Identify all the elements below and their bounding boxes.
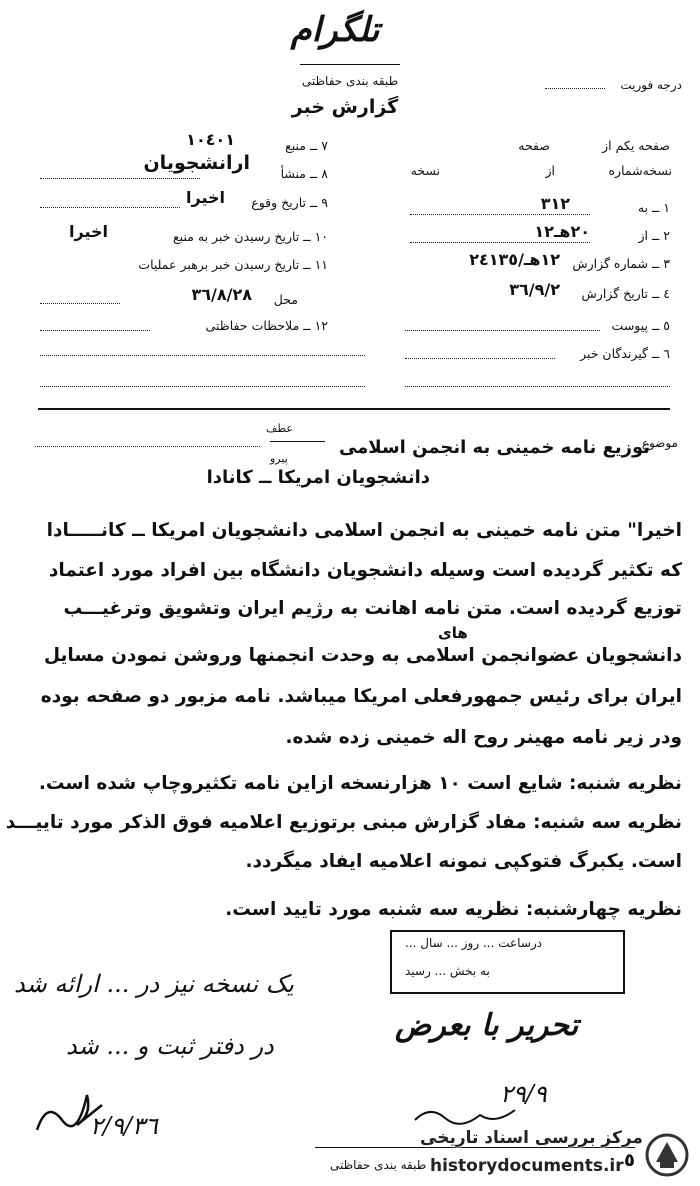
title-underline <box>300 64 400 65</box>
field-12-dots-3 <box>40 386 365 387</box>
subject-label: موضوع <box>641 436 678 450</box>
watermark-name: مرکز بررسی اسناد تاریخی <box>420 1128 643 1148</box>
page-label: صفحه یکم از <box>602 138 670 153</box>
handwritten-note-1: یک نسخه نیز در ... ارائه شد <box>14 970 294 998</box>
stamp-line-2: به بخش ... رسید <box>405 964 490 978</box>
field-1-value: ٣١٢ <box>540 194 570 213</box>
watermark-url: historydocuments.ir <box>430 1156 624 1176</box>
report-title: گزارش خبر <box>291 96 399 118</box>
field-4-label: ٤ ــ تاریخ گزارش <box>581 286 670 301</box>
field-4-value: ٣٦/٩/٢ <box>509 280 560 299</box>
field-8-dots <box>40 178 200 179</box>
field-6-label: ٦ ــ گیرندگان خبر <box>580 346 670 361</box>
signature-date: ٢٩/٩ <box>500 1080 547 1108</box>
field-1-dots <box>410 214 590 215</box>
field-10-value: اخیرا <box>69 222 108 241</box>
body-line-3: توزیع گردیده است. متن نامه اهانت به رژیم ایران وتشویق وترغیـــب <box>63 598 682 619</box>
body-line-9: است. یکبرگ فتوکپی نمونه اعلامیه ایفاد میگردد. <box>245 851 682 872</box>
followup-label: پیرو <box>270 452 288 465</box>
classification-header: طبقه بندی حفاظتی <box>301 74 399 88</box>
field-11-value: ٣٦/٨/٢٨ <box>191 285 252 304</box>
stamp-line-1: درساعت ... روز ... سال ... <box>405 936 543 950</box>
field-3-label: ٣ ــ شماره گزارش <box>572 256 670 271</box>
body-line-10: نظریه چهارشنبه: نظریه سه شنبه مورد تایید است. <box>225 899 682 920</box>
handwritten-signature <box>32 1080 112 1140</box>
field-6-dots-2 <box>405 386 670 387</box>
field-11-place-label: محل <box>273 292 298 307</box>
handwritten-note-3: ٢/٩/٣٦ <box>90 1112 158 1140</box>
field-10-label: ١٠ ــ تاریخ رسیدن خبر به منبع <box>173 229 328 244</box>
field-6-dots <box>405 358 555 359</box>
copy-suffix: نسخه <box>410 163 440 178</box>
field-12-dots <box>40 330 150 331</box>
field-8-label: ٨ ــ منشأ <box>280 166 328 181</box>
field-3-value: ١٢هـ/٢٤١٣٥ <box>469 250 560 269</box>
field-8-value: ارانشجویان <box>143 152 250 174</box>
field-12-dots-2 <box>40 355 365 356</box>
priority-dots <box>545 88 605 89</box>
body-line-4: دانشجویان عضوانجمن اسلامی به وحدت انجمنها وروشن نمودن مسایل <box>43 645 682 666</box>
field-9-value: اخیرا <box>186 188 225 207</box>
body-line-8: نظریه سه شنبه: مفاد گزارش مبنی برتوزیع اعلامیه فوق الذکر مورد تاییـــد <box>5 812 682 833</box>
body-line-2: که تکثیر گردیده است وسیله دانشجویان دانشگاه بین افراد مورد اعتماد <box>48 560 682 581</box>
field-2-label: ٢ ــ از <box>638 228 670 243</box>
footer-classification: طبقه بندی حفاظتی <box>330 1158 427 1172</box>
body-line-6: ودر زیر نامه مهینر روح اله خمینی زده شده. <box>285 727 682 748</box>
field-11-dots <box>40 303 120 304</box>
priority-label: درجه فوریت <box>620 78 682 92</box>
field-12-label: ١٢ ــ ملاحظات حفاظتی <box>205 318 328 333</box>
field-2-value: ٢٠هـ١٢ <box>534 222 590 241</box>
field-2-dots <box>410 242 590 243</box>
field-7-label: ٧ ــ منبع <box>285 138 328 153</box>
signature-scribble <box>410 1100 520 1130</box>
handwritten-stamp-note: تحریر با بعرض <box>395 1008 579 1043</box>
field-9-dots <box>40 207 180 208</box>
archive-logo-icon <box>642 1132 692 1178</box>
body-line-5: ایران برای رئیس جمهورفعلی امریکا میباشد. نامه مزبور دو صفحه بوده <box>40 686 682 707</box>
body-insert: های <box>438 624 468 642</box>
handwritten-note-2: در دفتر ثبت و ... شد <box>66 1032 274 1060</box>
section-separator <box>38 408 670 410</box>
body-line-7: نظریه شنبه: شایع است ١٠ هزارنسخه ازاین نامه تکثیروچاپ شده است. <box>38 773 682 794</box>
handwritten-title: تلگرام <box>290 10 380 50</box>
reference-label: عطف <box>266 422 293 435</box>
field-5-label: ٥ ــ پیوست <box>611 318 670 333</box>
field-11-label: ١١ ــ تاریخ رسیدن خبر برهبر عملیات <box>138 257 328 272</box>
field-1-label: ١ ــ به <box>637 200 670 215</box>
reference-divider <box>270 441 325 442</box>
body-line-1: اخیرا" متن نامه خمینی به انجمن اسلامی دانشجویان امریکا ــ کانـــــادا <box>46 520 682 541</box>
copy-number-label: نسخه‌شماره <box>608 163 672 178</box>
copy-from-label: از <box>545 163 555 178</box>
reference-dots <box>35 446 260 447</box>
field-9-label: ٩ ــ تاریخ وقوع <box>251 195 328 210</box>
field-5-dots <box>405 330 600 331</box>
subject-line-1: توزیع نامه خمینی به انجمن اسلامی <box>338 437 650 458</box>
subject-line-2: دانشجویان امریکا ــ کانادا <box>206 467 430 488</box>
page-suffix: صفحه <box>518 138 550 153</box>
page-number: ٥ <box>624 1150 635 1171</box>
field-7-value: ١٠٤٠١ <box>186 130 235 149</box>
